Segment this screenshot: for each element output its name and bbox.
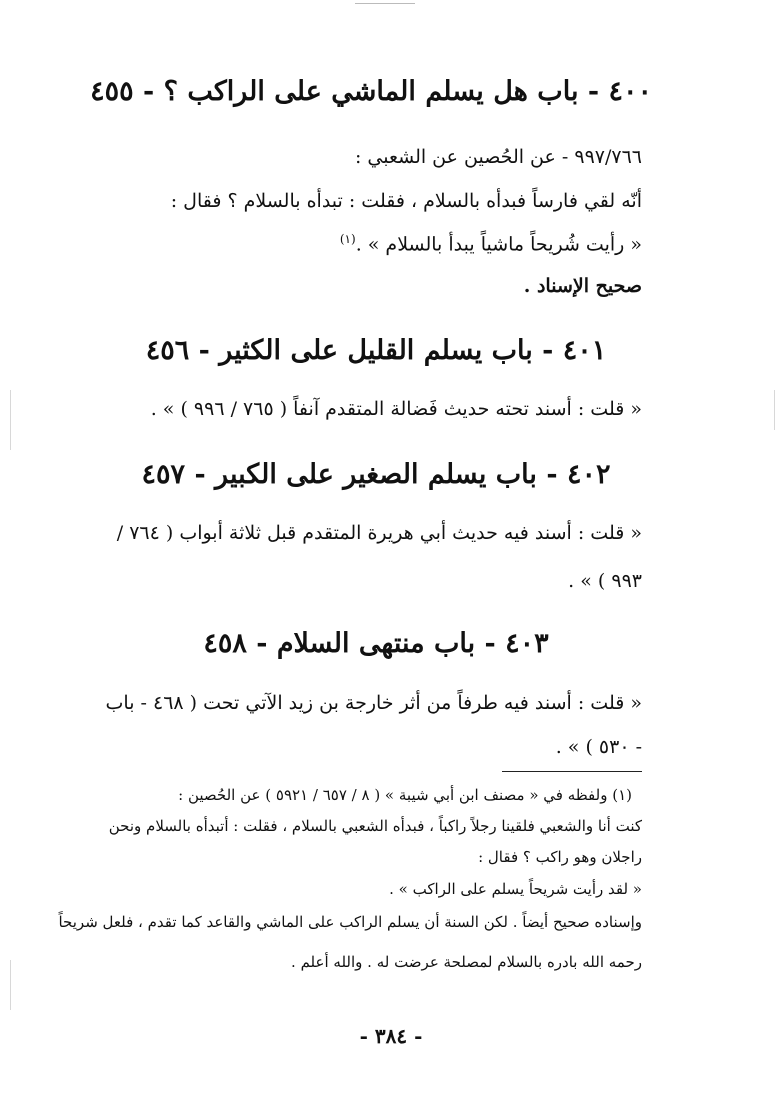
footnote-line: كنت أنا والشعبي فلقينا رجلاً راكباً ، فبدأه الشعبي بالسلام ، فقلت : أتبدأه بالسلام ونحن	[108, 817, 642, 835]
hadith-text-line: أنّه لقي فارساً فبدأه بالسلام ، فقلت : تبدأه بالسلام ؟ فقال :	[170, 190, 642, 212]
section-heading-401: ٤٠١ - باب يسلم القليل على الكثير - ٤٥٦	[145, 335, 607, 366]
grading-line: صحيح الإسناد .	[523, 275, 642, 297]
section-heading-403: ٤٠٣ - باب منتهى السلام - ٤٥٨	[203, 628, 549, 659]
note-line: « قلت : أسند فيه حديث أبي هريرة المتقدم قبل ثلاثة أبواب ( ٧٦٤ /	[116, 522, 642, 544]
note-line: « قلت : أسند فيه طرفاً من أثر خارجة بن زيد الآتي تحت ( ٤٦٨ - باب	[105, 692, 642, 714]
footnote-line: « لقد رأيت شريحاً يسلم على الراكب » .	[389, 880, 642, 898]
note-line: « قلت : أسند تحته حديث فَضالة المتقدم آنفاً ( ٧٦٥ / ٩٩٦ ) » .	[150, 398, 642, 420]
top-rule	[355, 3, 415, 4]
scan-margin-mark	[774, 390, 775, 430]
section-heading-400: ٤٠٠ - باب هل يسلم الماشي على الراكب ؟ - ٤٥٥	[90, 76, 652, 107]
page-number: - ٣٨٤ -	[359, 1024, 423, 1048]
scan-margin-mark	[10, 960, 11, 1010]
note-line-continued: - ٥٣٠ ) » .	[555, 736, 642, 758]
footnote-separator	[502, 771, 642, 772]
hadith-quote-text: « رأيت شُريحاً ماشياً يبدأ بالسلام » .	[355, 233, 642, 256]
footnote-marker: (١)	[339, 232, 356, 246]
hadith-quote-line	[340, 232, 642, 255]
footnote-line: (١) ولفظه في « مصنف ابن أبي شيبة » ( ٨ / ٦٥٧ / ٥٩٢١ ) عن الحُصين :	[178, 786, 632, 804]
note-line-continued: ٩٩٣ ) » .	[568, 570, 642, 592]
hadith-number-line: ٩٩٧/٧٦٦ - عن الحُصين عن الشعبي :	[354, 146, 642, 168]
footnote-line: راجلان وهو راكب ؟ فقال :	[478, 848, 642, 866]
section-heading-402: ٤٠٢ - باب يسلم الصغير على الكبير - ٤٥٧	[141, 459, 611, 490]
footnote-line: رحمه الله بادره بالسلام لمصلحة عرضت له . والله أعلم .	[291, 953, 642, 971]
footnote-line: وإسناده صحيح أيضاً . لكن السنة أن يسلم الراكب على الماشي والقاعد كما تقدم ، فلعل شريحاً	[58, 913, 642, 931]
scan-margin-mark	[10, 390, 11, 450]
